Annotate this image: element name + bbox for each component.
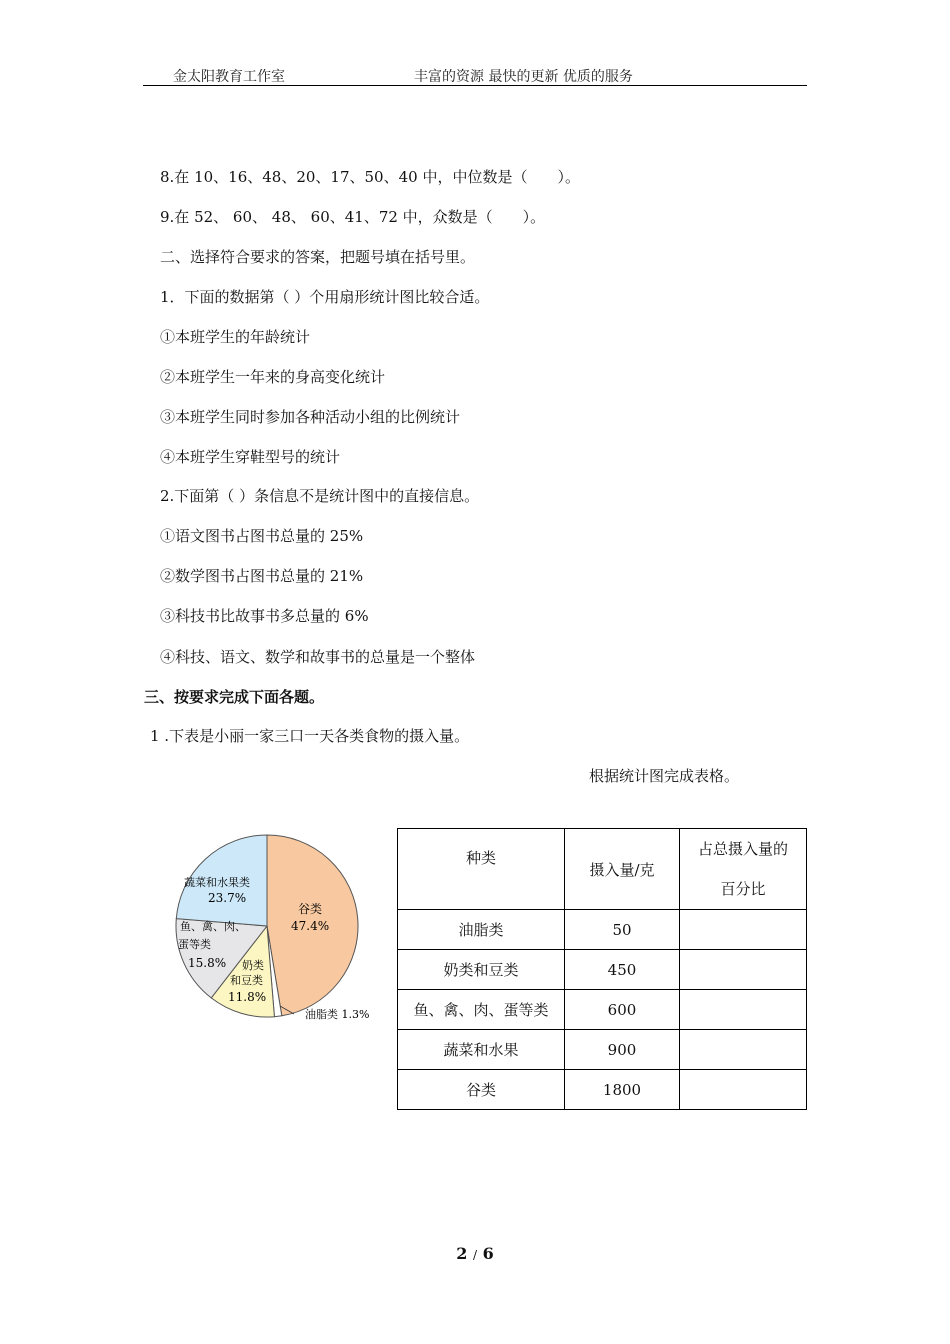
cell-percentage-blank[interactable] [680, 910, 807, 950]
section-3-question-1: 1 .下表是小丽一家三口一天各类食物的摄入量。 [150, 727, 470, 745]
choice-1-option-4: ④本班学生穿鞋型号的统计 [160, 448, 341, 466]
header-amount: 摄入量/克 [565, 829, 680, 910]
header-kind: 种类 [398, 829, 565, 910]
cell-percentage-blank[interactable] [680, 950, 807, 990]
cell-percentage-blank[interactable] [680, 1070, 807, 1110]
pie-label-milk-line2: 和豆类 [230, 974, 263, 987]
choice-1-option-1: ①本班学生的年龄统计 [160, 328, 311, 346]
cell-kind: 蔬菜和水果 [398, 1030, 565, 1070]
choice-question-1: 1．下面的数据第（ ）个用扇形统计图比较合适。 [160, 288, 490, 306]
cell-amount: 900 [565, 1030, 680, 1070]
cell-amount: 450 [565, 950, 680, 990]
cell-amount: 600 [565, 990, 680, 1030]
table-row [398, 990, 807, 1030]
question-9: 9.在 52、 60、 48、 60、41、72 中，众数是（ ）。 [160, 208, 546, 226]
choice-1-option-2: ②本班学生一年来的身高变化统计 [160, 368, 386, 386]
header-right-text: 丰富的资源 最快的更新 优质的服务 [414, 69, 633, 85]
page-total: 6 [482, 1244, 494, 1263]
pie-label-veg-name: 蔬菜和水果类 [184, 876, 250, 889]
pie-label-grain-pct: 47.4% [291, 919, 330, 933]
food-intake-table [397, 828, 807, 1110]
header-percentage [680, 829, 807, 910]
pie-label-milk-line1: 奶类 [242, 959, 264, 972]
cell-kind: 奶类和豆类 [398, 950, 565, 990]
header-percentage-line1: 占总摄入量的 [697, 840, 788, 858]
pie-label-fish-pct: 15.8% [188, 956, 227, 970]
table-row [398, 910, 807, 950]
table-instruction: 根据统计图完成表格。 [589, 767, 740, 785]
choice-question-2: 2.下面第（ ）条信息不是统计图中的直接信息。 [160, 487, 480, 505]
food-intake-pie-chart [170, 824, 392, 1030]
choice-2-option-1: ①语文图书占图书总量的 25% [160, 527, 364, 545]
page-current: 2 [456, 1244, 468, 1263]
pie-label-grain-name: 谷类 [298, 902, 323, 916]
pie-label-fish-line1: 鱼、禽、肉、 [180, 920, 246, 933]
table-header-row [398, 829, 807, 910]
header-divider [143, 85, 807, 86]
choice-2-option-2: ②数学图书占图书总量的 21% [160, 567, 364, 585]
page-separator: / [472, 1248, 478, 1262]
choice-1-option-3: ③本班学生同时参加各种活动小组的比例统计 [160, 408, 461, 426]
cell-percentage-blank[interactable] [680, 990, 807, 1030]
cell-kind: 谷类 [398, 1070, 565, 1110]
pie-label-oil: 油脂类 1.3% [305, 1008, 370, 1021]
pie-label-milk-pct: 11.8% [228, 990, 267, 1004]
pie-label-fish-line2: 蛋等类 [178, 938, 211, 951]
question-8: 8.在 10、16、48、20、17、50、40 中，中位数是（ ）。 [160, 168, 580, 186]
table-row [398, 1030, 807, 1070]
choice-2-option-4: ④科技、语文、数学和故事书的总量是一个整体 [160, 648, 476, 666]
header-left-text: 金太阳教育工作室 [173, 69, 285, 85]
header-percentage-line2: 百分比 [720, 880, 766, 898]
table-row [398, 950, 807, 990]
cell-amount: 1800 [565, 1070, 680, 1110]
table-row [398, 1070, 807, 1110]
cell-amount: 50 [565, 910, 680, 950]
section-2-title: 二、选择符合要求的答案，把题号填在括号里。 [160, 248, 476, 266]
cell-kind: 鱼、禽、肉、蛋等类 [398, 990, 565, 1030]
page-number [0, 1244, 950, 1263]
choice-2-option-3: ③科技书比故事书多总量的 6% [160, 607, 369, 625]
cell-percentage-blank[interactable] [680, 1030, 807, 1070]
cell-kind: 油脂类 [398, 910, 565, 950]
section-3-title: 三、按要求完成下面各题。 [144, 688, 325, 706]
pie-label-veg-pct: 23.7% [208, 891, 247, 905]
